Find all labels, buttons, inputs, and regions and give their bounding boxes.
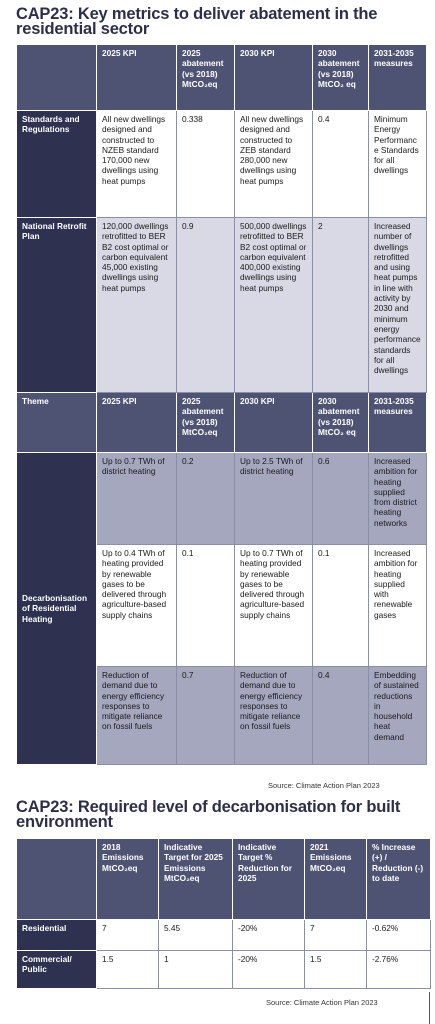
table-cell: -20% — [233, 920, 305, 951]
table-cell: Up to 2.5 TWh of district heating — [235, 453, 313, 545]
header-cell: 2018 Emissions MtCO₂eq — [97, 839, 159, 920]
row-label: Commercial/ Public — [17, 951, 97, 989]
header-cell: 2030 abatement (vs 2018) MtCO₂ eq — [313, 393, 369, 453]
table-cell: Increased number of dwellings retrofitted and using heat pumps in line with activity by 2030 and minimum energy performance standards for all dwellings — [369, 218, 427, 393]
table-cell: 0.1 — [313, 545, 369, 667]
header-cell: Indicative Target % Reduction for 2025 — [233, 839, 305, 920]
row-label: National Retrofit Plan — [17, 218, 97, 393]
table-cell: -20% — [233, 951, 305, 989]
header-cell: 2031-2035 measures — [369, 393, 427, 453]
header-cell: 2030 abatement (vs 2018) MtCO₂ eq — [313, 45, 369, 111]
table-cell: 500,000 dwellings retrofitted to BER B2 cost optimal or carbon equivalent 400,000 existing dwellings using heat pumps — [235, 218, 313, 393]
table-cell: 0.4 — [313, 111, 369, 218]
header-cell-empty — [17, 45, 97, 111]
header-cell: 2025 abatement (vs 2018) MtCO₂eq — [177, 393, 235, 453]
table-cell: 0.338 — [177, 111, 235, 218]
table-cell: 1.5 — [97, 951, 159, 989]
header-cell: Indicative Target for 2025 Emissions MtCO₂eq — [159, 839, 233, 920]
header-cell: 2021 Emissions MtCO₂eq — [305, 839, 367, 920]
table-cell: Up to 0.7 TWh of district heating — [97, 453, 177, 545]
table-cell: Reduction of demand due to energy efficiency responses to mitigate reliance on fossil fuels — [97, 667, 177, 765]
table-cell: -2.76% — [367, 951, 431, 989]
table-cell: 7 — [305, 920, 367, 951]
table-cell: 0.1 — [177, 545, 235, 667]
table-row — [17, 111, 427, 218]
source-note: Source: Climate Action Plan 2023 — [266, 998, 378, 1007]
table-cell: 5.45 — [159, 920, 233, 951]
section2-title: CAP23: Required level of decarbonisation for built environment — [16, 798, 401, 831]
header-cell: 2030 KPI — [235, 45, 313, 111]
table-row — [17, 951, 431, 989]
table-cell: 0.2 — [177, 453, 235, 545]
table-cell: Embedding of sustained reductions in household heat demand — [369, 667, 427, 765]
header-cell: 2031-2035 measures — [369, 45, 427, 111]
header-cell: % Increase (+) / Reduction (-) to date — [367, 839, 431, 920]
table-row — [17, 920, 431, 951]
header-cell-theme: Theme — [17, 393, 97, 453]
theme-header-row — [17, 393, 427, 453]
table-cell: 2 — [313, 218, 369, 393]
header-cell: 2025 KPI — [97, 45, 177, 111]
table-header-row — [17, 839, 431, 920]
table-row — [17, 218, 427, 393]
table-cell: 0.7 — [177, 667, 235, 765]
table-cell: 0.9 — [177, 218, 235, 393]
theme-label: Decarbonisation of Residential Heating — [17, 453, 97, 765]
section1-title: CAP23: Key metrics to deliver abatement in the residential sector — [16, 5, 378, 38]
table-cell: -0.62% — [367, 920, 431, 951]
table-cell: Minimum Energy Performance Standards for all dwellings — [369, 111, 427, 218]
source-note: Source: Climate Action Plan 2023 — [268, 781, 380, 790]
header-cell: 2025 KPI — [97, 393, 177, 453]
table-header-row — [17, 45, 427, 111]
table-cell: 7 — [97, 920, 159, 951]
table-cell: Increased ambition for heating supplied from district heating networks — [369, 453, 427, 545]
table-cell: 0.4 — [313, 667, 369, 765]
row-label: Residential — [17, 920, 97, 951]
table-cell: Reduction of demand due to energy efficiency responses to mitigate reliance on fossil fuels — [235, 667, 313, 765]
table-cell: Up to 0.4 TWh of heating provided by renewable gases to be delivered through agriculture-based supply chains — [97, 545, 177, 667]
table-cell: 1 — [159, 951, 233, 989]
table-cell: 1.5 — [305, 951, 367, 989]
table-cell: 120,000 dwellings retrofitted to BER B2 cost optimal or carbon equivalent 45,000 existing dwellings using heat pumps — [97, 218, 177, 393]
header-cell: 2030 KPI — [235, 393, 313, 453]
table-row — [17, 453, 427, 545]
margin-rule — [429, 992, 430, 1024]
header-cell: 2025 abatement (vs 2018) MtCO₂eq — [177, 45, 235, 111]
table-cell: 0.6 — [313, 453, 369, 545]
table-cell: All new dwellings designed and constructed to NZEB standard 170,000 new dwellings using heat pumps — [97, 111, 177, 218]
table-cell: Increased ambition for heating supplied with renewable gases — [369, 545, 427, 667]
decarbonisation-table — [16, 838, 431, 989]
table-cell: Up to 0.7 TWh of heating provided by renewable gases to be delivered through agriculture-based supply chains — [235, 545, 313, 667]
residential-metrics-table — [16, 44, 427, 765]
header-cell-empty — [17, 839, 97, 920]
table-cell: All new dwellings designed and constructed to ZEB standard 280,000 new dwellings using heat pumps — [235, 111, 313, 218]
row-label: Standards and Regulations — [17, 111, 97, 218]
